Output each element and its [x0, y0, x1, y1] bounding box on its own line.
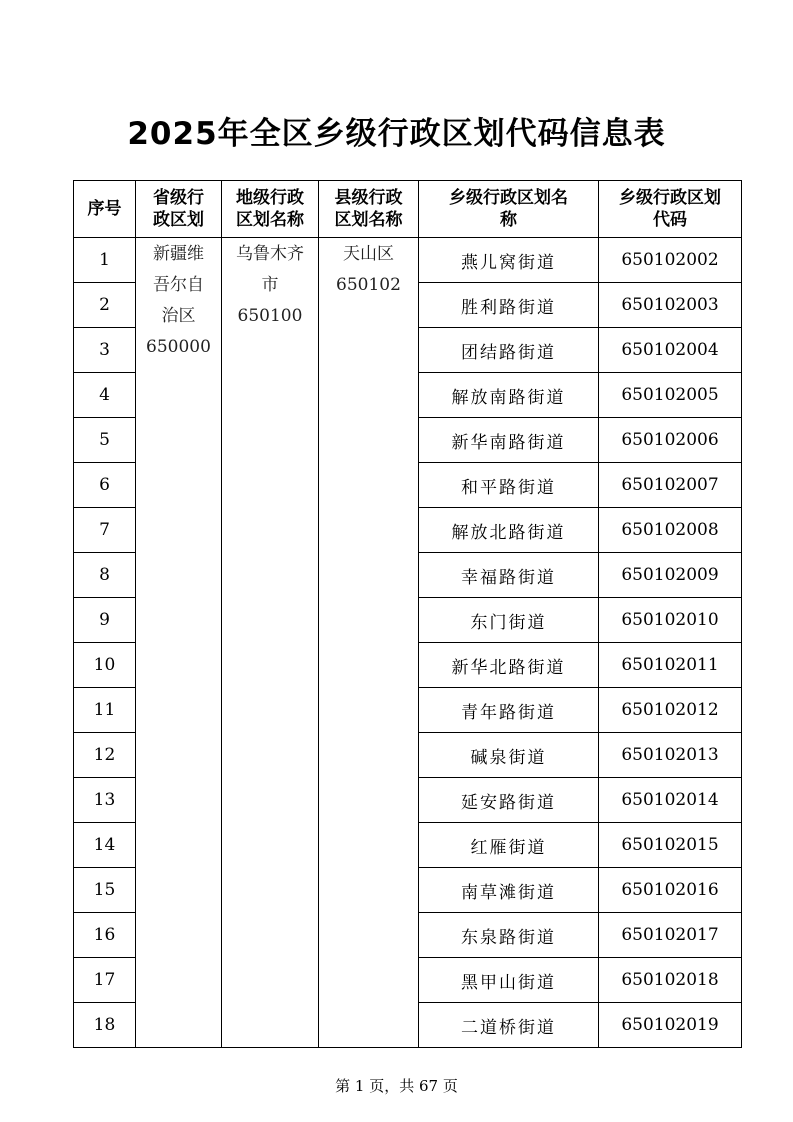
township-name: 延安路街道 [419, 778, 599, 823]
township-name: 解放南路街道 [419, 373, 599, 418]
row-seq: 5 [74, 418, 136, 463]
row-seq: 15 [74, 868, 136, 913]
row-seq: 12 [74, 733, 136, 778]
province-cell-line: 吾尔自 [153, 275, 204, 295]
row-seq: 2 [74, 283, 136, 328]
township-code: 650102009 [599, 553, 742, 598]
township-code: 650102005 [599, 373, 742, 418]
township-code: 650102010 [599, 598, 742, 643]
township-code: 650102014 [599, 778, 742, 823]
township-name: 东门街道 [419, 598, 599, 643]
township-code: 650102004 [599, 328, 742, 373]
header-province [136, 181, 222, 238]
township-code: 650102011 [599, 643, 742, 688]
row-seq: 1 [74, 238, 136, 283]
row-seq: 7 [74, 508, 136, 553]
row-seq: 13 [74, 778, 136, 823]
township-name: 燕儿窝街道 [419, 238, 599, 283]
township-name: 新华南路街道 [419, 418, 599, 463]
row-seq: 14 [74, 823, 136, 868]
row-seq: 18 [74, 1003, 136, 1048]
row-seq: 4 [74, 373, 136, 418]
county-cell-line: 650102 [336, 275, 401, 295]
county-cell [319, 238, 419, 1048]
township-name: 二道桥街道 [419, 1003, 599, 1048]
division-code-table [73, 180, 742, 1048]
row-seq: 6 [74, 463, 136, 508]
province-cell [136, 238, 222, 1048]
header-prefecture-line1: 地级行政 [236, 188, 304, 208]
row-seq: 11 [74, 688, 136, 733]
row-seq: 9 [74, 598, 136, 643]
row-seq: 16 [74, 913, 136, 958]
township-code: 650102015 [599, 823, 742, 868]
prefecture-cell-line: 市 [261, 275, 279, 295]
page-footer: 第 1 页，共 67 页 [335, 1077, 458, 1095]
row-seq: 10 [74, 643, 136, 688]
header-prefecture [222, 181, 319, 238]
township-name: 幸福路街道 [419, 553, 599, 598]
township-code: 650102006 [599, 418, 742, 463]
header-province-line2: 政区划 [153, 210, 204, 230]
township-name: 胜利路街道 [419, 283, 599, 328]
township-name: 和平路街道 [419, 463, 599, 508]
township-name: 红雁街道 [419, 823, 599, 868]
header-prefecture-line2: 区划名称 [236, 210, 304, 230]
township-code: 650102003 [599, 283, 742, 328]
province-cell-line: 650000 [146, 337, 211, 357]
township-code: 650102007 [599, 463, 742, 508]
header-county-line1: 县级行政 [334, 188, 403, 208]
township-name: 解放北路街道 [419, 508, 599, 553]
header-township-name-line1: 乡级行政区划名 [449, 188, 568, 208]
township-name: 东泉路街道 [419, 913, 599, 958]
prefecture-cell-line: 乌鲁木齐 [236, 244, 304, 264]
header-township-code-line1: 乡级行政区划 [619, 188, 721, 208]
township-name: 南草滩街道 [419, 868, 599, 913]
row-seq: 3 [74, 328, 136, 373]
page-title: 2025年全区乡级行政区划代码信息表 [127, 116, 666, 152]
prefecture-cell-line: 650100 [237, 306, 303, 326]
township-code: 650102019 [599, 1003, 742, 1048]
township-name: 黑甲山街道 [419, 958, 599, 1003]
header-county [319, 181, 419, 238]
header-township-code [599, 181, 742, 238]
header-province-line1: 省级行 [153, 188, 204, 208]
table-body [74, 238, 742, 1048]
township-name: 青年路街道 [419, 688, 599, 733]
township-name: 碱泉街道 [419, 733, 599, 778]
township-code: 650102002 [599, 238, 742, 283]
header-township-name [419, 181, 599, 238]
header-county-line2: 区划名称 [334, 210, 403, 230]
township-code: 650102016 [599, 868, 742, 913]
header-township-name-line2: 称 [500, 210, 517, 230]
prefecture-cell [222, 238, 319, 1048]
township-code: 650102018 [599, 958, 742, 1003]
table-row [74, 238, 742, 283]
township-name: 新华北路街道 [419, 643, 599, 688]
county-cell-line: 天山区 [343, 244, 394, 264]
province-cell-line: 治区 [161, 306, 196, 326]
header-seq: 序号 [74, 181, 136, 238]
township-code: 650102017 [599, 913, 742, 958]
row-seq: 8 [74, 553, 136, 598]
township-code: 650102012 [599, 688, 742, 733]
table-header-row [74, 181, 742, 238]
township-code: 650102008 [599, 508, 742, 553]
township-name: 团结路街道 [419, 328, 599, 373]
province-cell-line: 新疆维 [153, 244, 204, 264]
header-township-code-line2: 代码 [653, 210, 687, 230]
row-seq: 17 [74, 958, 136, 1003]
township-code: 650102013 [599, 733, 742, 778]
